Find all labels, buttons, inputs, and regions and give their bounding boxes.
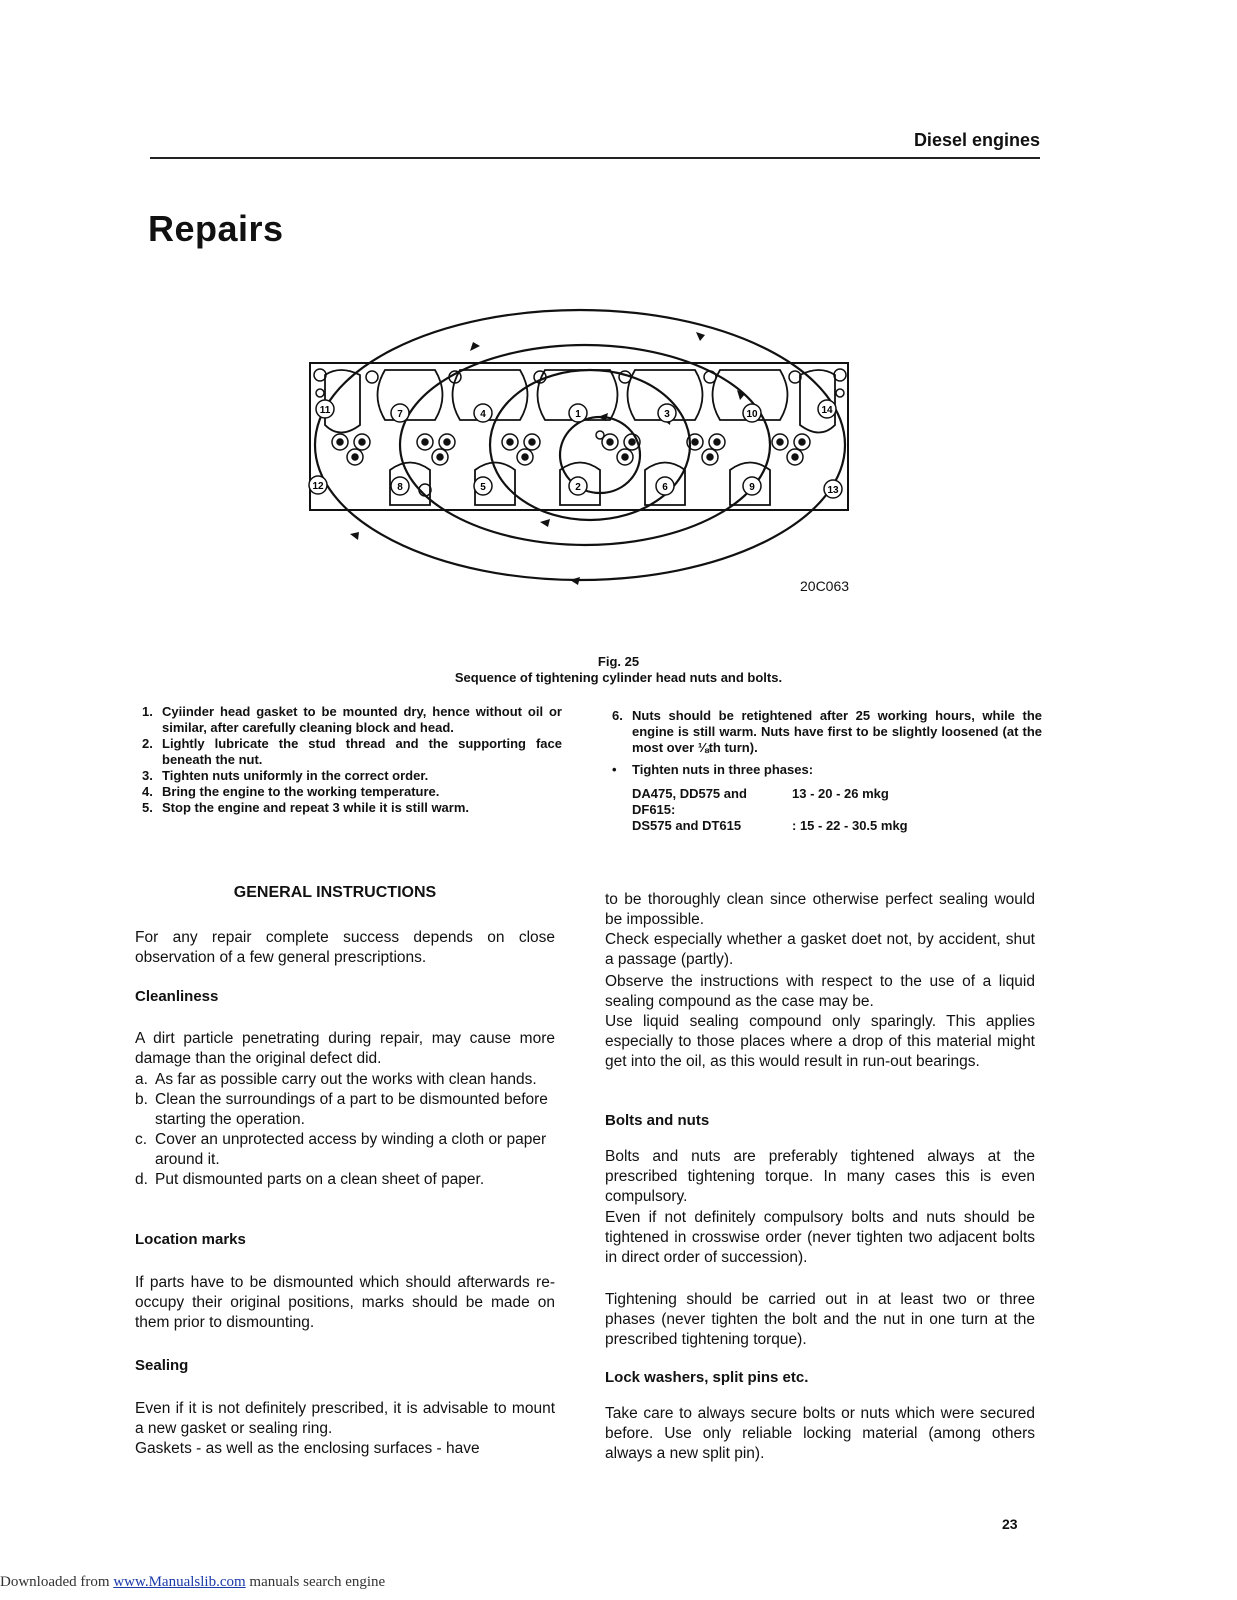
procedure-steps-left	[142, 704, 562, 816]
seq-5: 5	[480, 482, 486, 493]
figure-code: 20C063	[800, 578, 850, 594]
cleanliness-heading: Cleanliness	[135, 988, 219, 1005]
phase-row: DA475, DD575 and DF615: 13 - 20 - 26 mkg	[632, 786, 889, 817]
seq-10: 10	[746, 409, 758, 420]
bolts-text-3: Tightening should be carried out in at least two or three phases (never tighten the bolt and the nut in one turn at the prescribed tightening torque).	[605, 1291, 1035, 1348]
phase-row: DS575 and DT615 : 15 - 22 - 30.5 mkg	[632, 818, 908, 833]
sequence-curves	[315, 310, 845, 580]
step-3: 3. Tighten nuts uniformly in the correct order.	[142, 768, 429, 783]
seq-7: 7	[397, 409, 403, 420]
figure-caption: Sequence of tightening cylinder head nuts and bolts.	[454, 670, 783, 685]
procedure-steps-right	[612, 708, 1042, 834]
lock-washers-text: Take care to always secure bolts or nuts which were secured before. Use only reliable locking material (among others always a new split pin).	[605, 1405, 1035, 1462]
figure-label: Fig. 25	[597, 654, 640, 669]
bolts-text-1: Bolts and nuts are preferably tightened always at the prescribed tightening torque. In many cases this is even compulsory.	[605, 1148, 1035, 1205]
header-rule	[150, 157, 1040, 159]
cylinder-head-diagram	[300, 305, 880, 605]
general-instructions-heading: GENERAL INSTRUCTIONS	[233, 884, 437, 901]
phases-heading: • Tighten nuts in three phases:	[612, 762, 814, 777]
observe-text: Observe the instructions with respect to the use of a liquid sealing compound as the case may be.	[605, 973, 1035, 1010]
sealing-text-2: Gaskets - as well as the enclosing surfaces - have	[135, 1440, 480, 1457]
lock-washers-heading: Lock washers, split pins etc.	[605, 1369, 809, 1386]
seq-9: 9	[749, 482, 755, 493]
header-title: Diesel engines	[913, 130, 1040, 150]
page-title: Repairs	[148, 208, 284, 249]
sealing-text-1: Even if it is not definitely prescribed, it is advisable to mount a new gasket or sealing ring.	[135, 1400, 555, 1437]
intro-text: For any repair complete success depends on close observation of a few general prescriptions.	[135, 929, 555, 966]
seq-14: 14	[821, 405, 833, 416]
step-2: 2. Lightly lubricate the stud thread and the supporting face beneath the nut.	[142, 736, 562, 767]
list-item: a. As far as possible carry out the works with clean hands.	[135, 1071, 537, 1088]
cleanliness-list	[135, 1070, 555, 1190]
manualslib-link[interactable]: www.Manualslib.com	[113, 1574, 246, 1590]
sealing-compound-text: Use liquid sealing compound only sparingly. This applies especially to those places where a drop of this material might get into the oil, as this would result in run-out bearings.	[605, 1013, 1035, 1070]
bolts-text-2: Even if not definitely compulsory bolts and nuts should be tightened in crosswise order (never tighten two adjacent bolts in direct order of succession).	[605, 1209, 1035, 1266]
sealing-heading: Sealing	[135, 1357, 189, 1374]
seq-8: 8	[397, 482, 403, 493]
gasket-check-text: Check especially whether a gasket doet not, by accident, shut a passage (partly).	[605, 931, 1035, 968]
seq-11: 11	[319, 405, 331, 416]
page-number: 23	[1002, 1516, 1018, 1532]
phases-table	[632, 786, 1042, 834]
seq-13: 13	[827, 485, 839, 496]
footer-prefix: Downloaded from	[0, 1574, 114, 1590]
list-item: d. Put dismounted parts on a clean sheet of paper.	[135, 1171, 485, 1188]
bolts-nuts-heading: Bolts and nuts	[605, 1112, 710, 1129]
seq-1: 1	[575, 409, 581, 420]
step-6: 6. Nuts should be retightened after 25 working hours, while the engine is still warm. Nuts have first to be slightly loosened (at the most over ⅛th turn).	[612, 708, 1042, 755]
location-marks-heading: Location marks	[135, 1231, 246, 1248]
step-5: 5. Stop the engine and repeat 3 while it is still warm.	[142, 800, 470, 815]
step-4: 4. Bring the engine to the working temperature.	[142, 784, 440, 799]
download-footer	[0, 1574, 385, 1591]
cleanliness-text: A dirt particle penetrating during repair, may cause more damage than the original defect did.	[135, 1030, 555, 1067]
seq-12: 12	[312, 481, 324, 492]
step-1: 1. Cyiinder head gasket to be mounted dry, hence without oil or similar, after carefully cleaning block and head.	[142, 704, 562, 735]
list-item: b. Clean the surroundings of a part to be dismounted before starting the operation.	[135, 1091, 548, 1128]
sealing-continued: to be thoroughly clean since otherwise perfect sealing would be impossible.	[605, 891, 1035, 928]
seq-6: 6	[662, 482, 668, 493]
location-marks-text: If parts have to be dismounted which should afterwards re-occupy their original positions, marks should be made on them prior to dismounting.	[135, 1274, 555, 1331]
list-item: c. Cover an unprotected access by winding a cloth or paper around it.	[135, 1131, 547, 1168]
seq-2: 2	[575, 482, 581, 493]
seq-4: 4	[480, 409, 486, 420]
seq-3: 3	[664, 409, 670, 420]
footer-suffix: manuals search engine	[245, 1574, 386, 1590]
